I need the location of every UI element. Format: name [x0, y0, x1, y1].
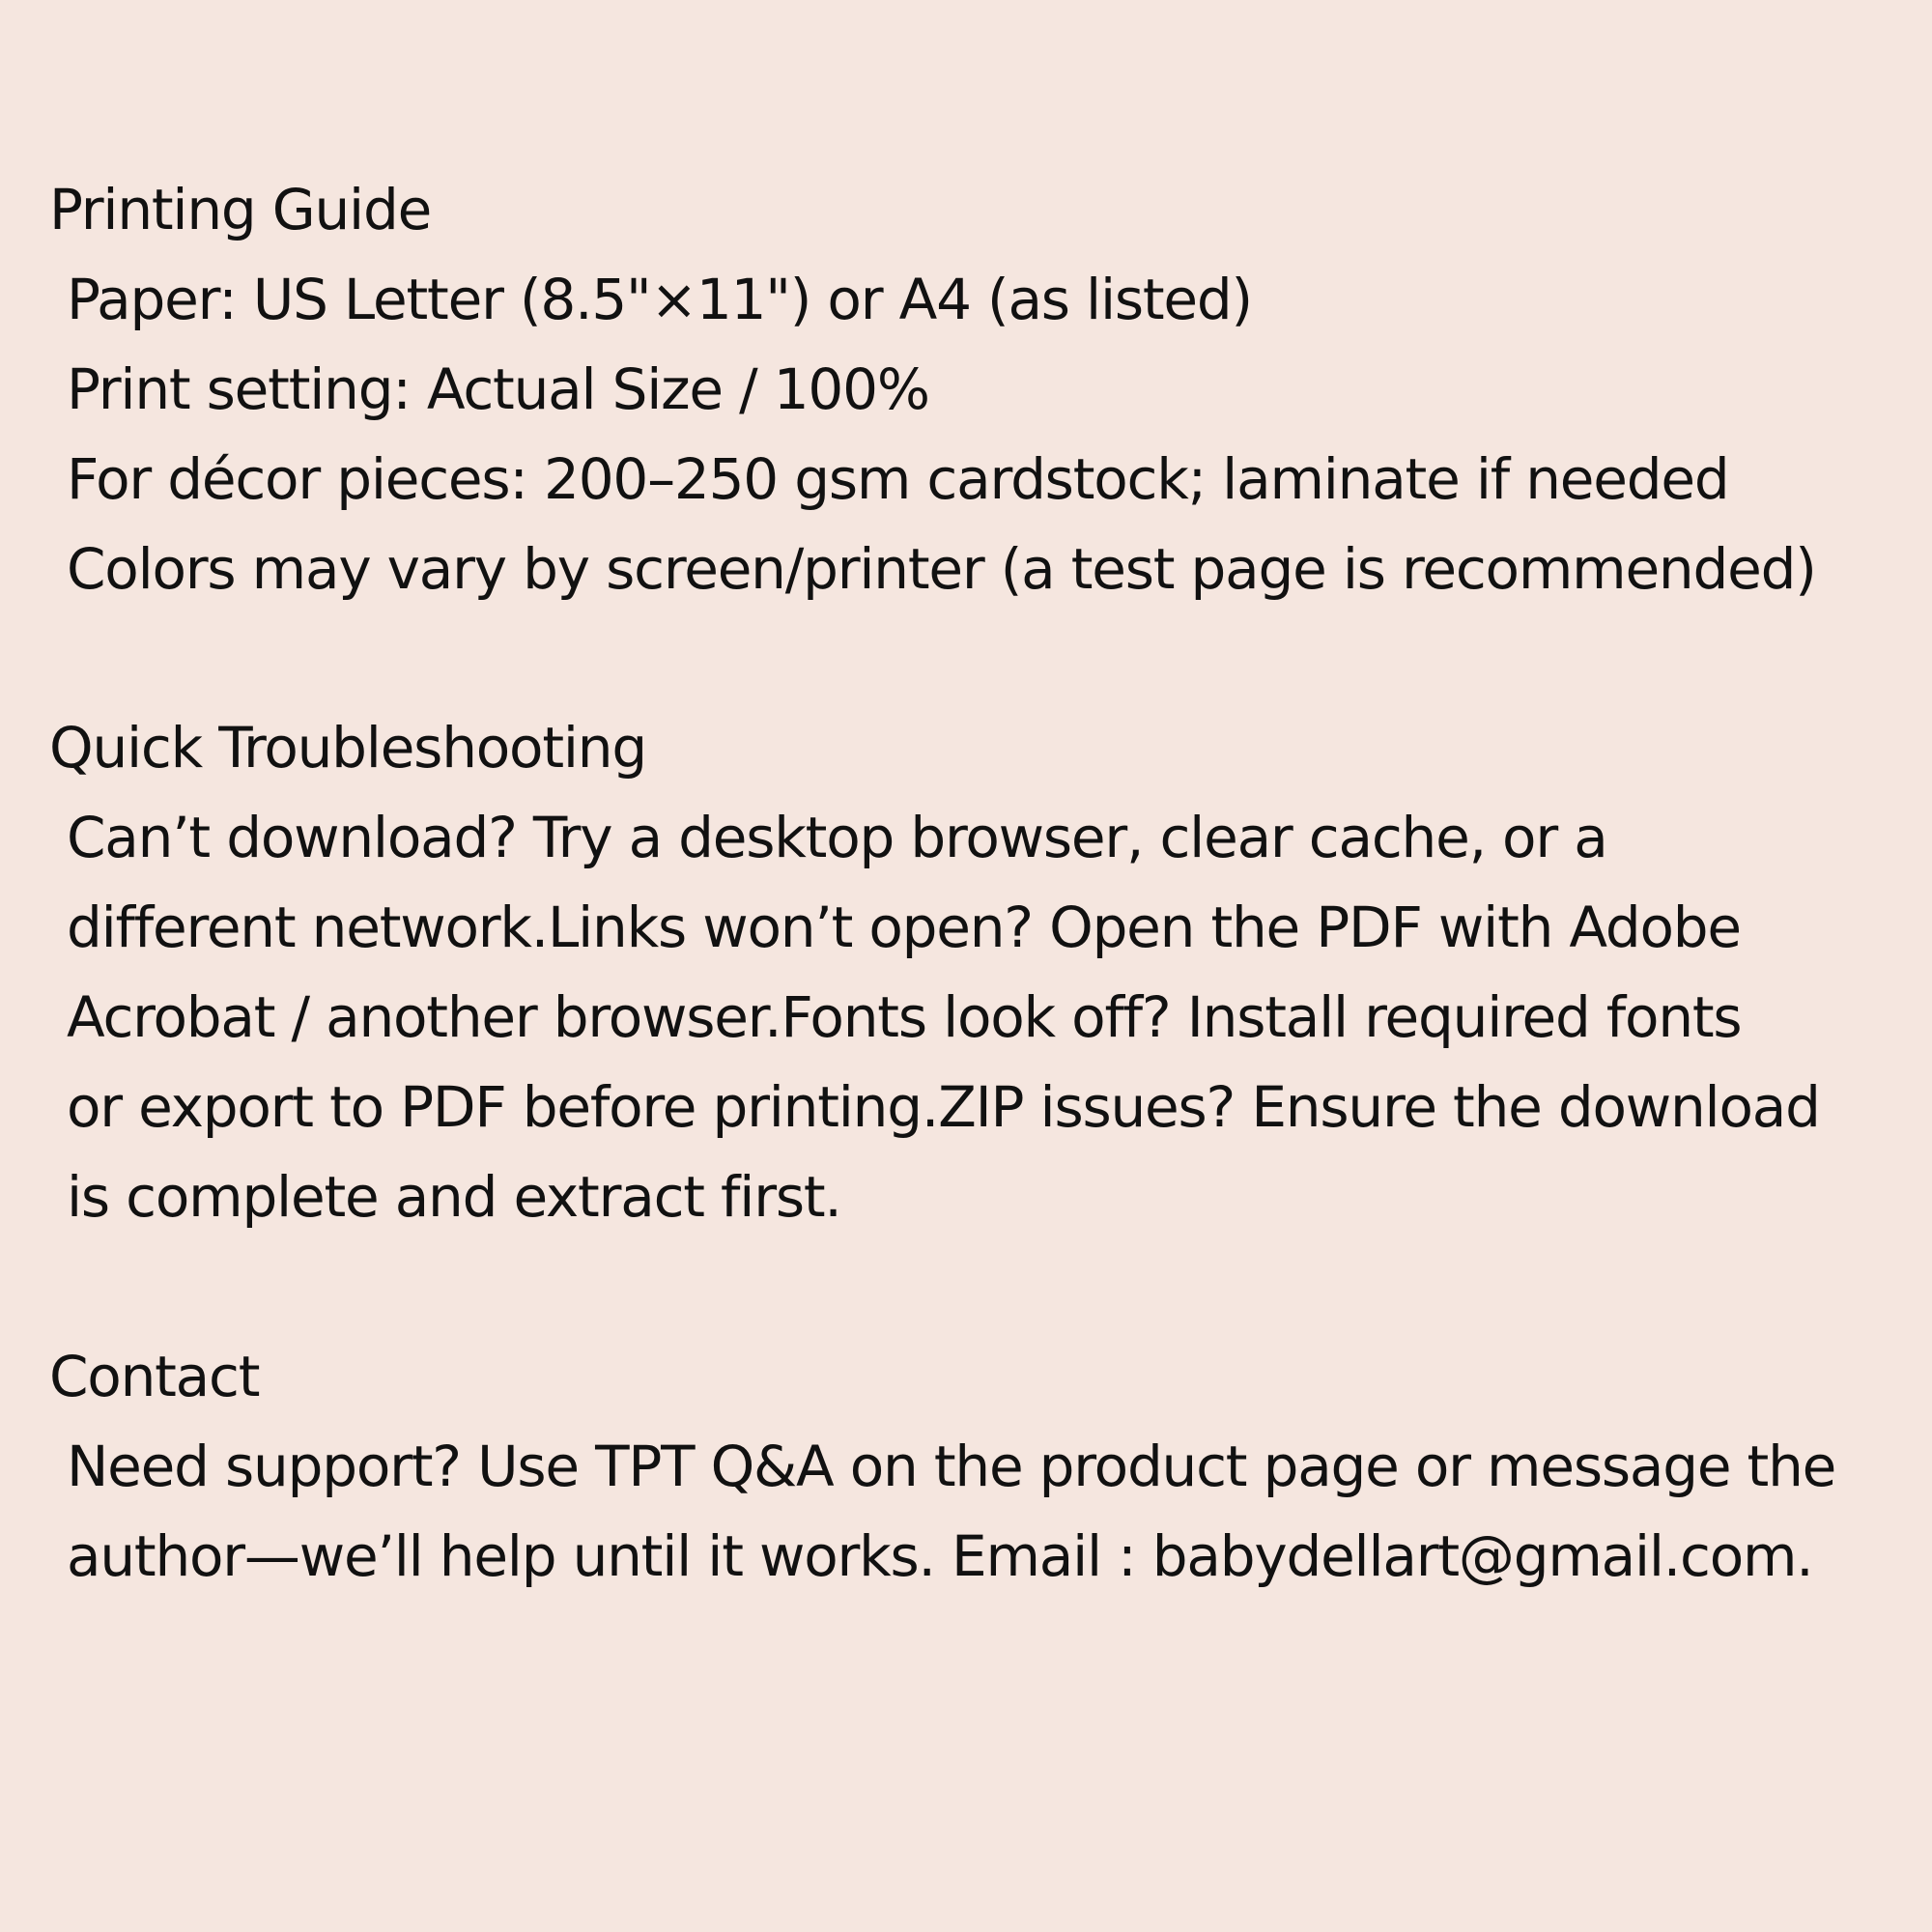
paper-line: Paper: US Letter (8.5"×11") or A4 (as listed) [67, 267, 1252, 332]
troubleshooting-line-4: or export to PDF before printing.ZIP issues? Ensure the download [67, 1074, 1820, 1140]
troubleshooting-line-5: is complete and extract first. [67, 1164, 841, 1230]
troubleshooting-line-2: different network.Links won’t open? Open the PDF with Adobe [67, 895, 1741, 960]
troubleshooting-line-3: Acrobat / another browser.Fonts look off? Install required fonts [67, 984, 1742, 1050]
contact-line-2: author—we’ll help until it works. Email : babydellart@gmail.com. [67, 1523, 1813, 1589]
troubleshooting-title: Quick Troubleshooting [49, 715, 646, 781]
print-setting-line: Print setting: Actual Size / 100% [67, 356, 929, 422]
decor-pieces-line: For décor pieces: 200–250 gsm cardstock; laminate if needed [67, 446, 1729, 512]
printing-guide-title: Printing Guide [49, 177, 432, 242]
contact-title: Contact [49, 1344, 260, 1409]
troubleshooting-line-1: Can’t download? Try a desktop browser, clear cache, or a [67, 805, 1607, 870]
contact-line-1: Need support? Use TPT Q&A on the product page or message the [67, 1434, 1836, 1499]
colors-line: Colors may vary by screen/printer (a test page is recommended) [67, 536, 1816, 602]
